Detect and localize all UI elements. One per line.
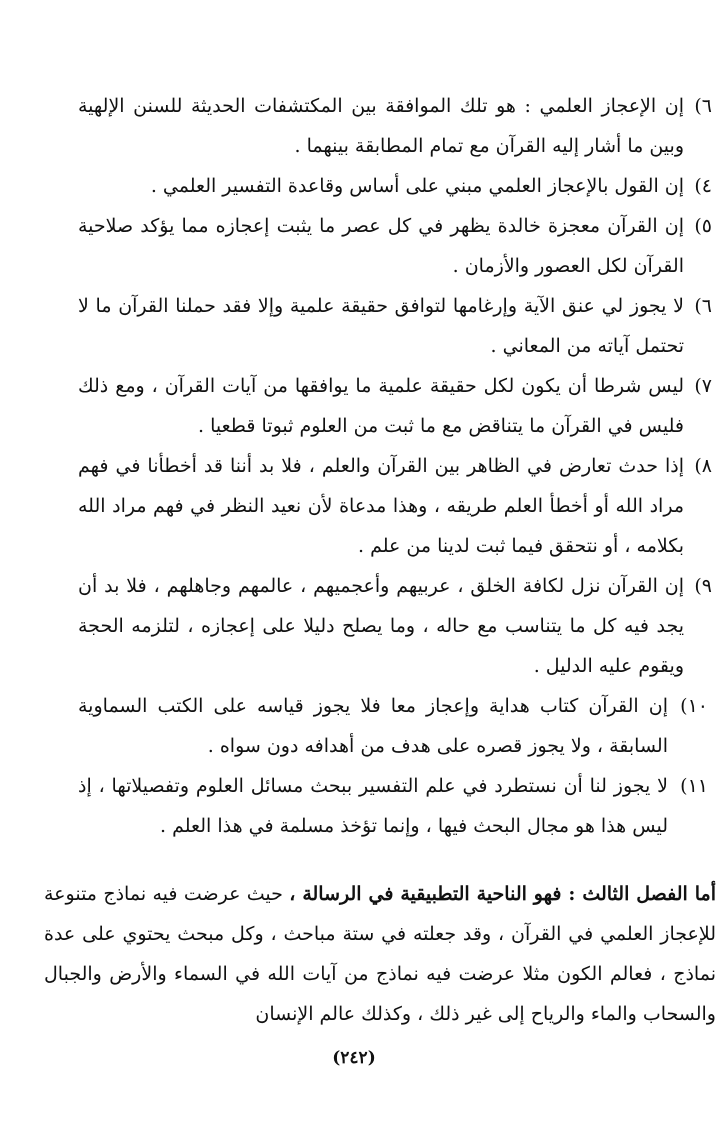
page-content <box>44 86 716 1053</box>
list-item-11 <box>78 766 708 846</box>
item-number: ٨) <box>694 455 712 477</box>
item-number: ٦) <box>694 95 712 117</box>
item-number: ٧) <box>694 375 712 397</box>
item-text: إن الإعجاز العلمي : هو تلك الموافقة بين المكتشفات الحديثة للسنن الإلهية وبين ما أشار إليه القرآن مع تمام المطابقة بينهما . <box>78 95 684 157</box>
chapter-three-paragraph <box>44 874 716 1034</box>
list-item-10 <box>78 686 708 766</box>
item-text: لا يجوز لي عنق الآية وإرغامها لتوافق حقيقة علمية وإلا فقد حملنا القرآن ما لا تحتمل آياته من المعاني . <box>78 295 684 357</box>
item-text: لا يجوز لنا أن نستطرد في علم التفسير ببحث مسائل العلوم وتفصيلاتها ، إذ ليس هذا هو مجال البحث فيها ، وإنما تؤخذ مسلمة في هذا العلم . <box>78 775 668 837</box>
list-item-9 <box>78 566 712 686</box>
item-text: ليس شرطا أن يكون لكل حقيقة علمية ما يوافقها من آيات القرآن ، ومع ذلك فليس في القرآن ما يتناقض مع ما ثبت من العلوم ثبوتا قطعيا . <box>78 375 684 437</box>
item-text: إن القرآن نزل لكافة الخلق ، عربيهم وأعجميهم ، عالمهم وجاهلهم ، فلا بد أن يجد فيه كل ما يتناسب مع حاله ، وما يصلح دليلا على إعجازه ، لتلزمه الحجة ويقوم عليه الدليل . <box>78 575 684 677</box>
item-text: إذا حدث تعارض في الظاهر بين القرآن والعلم ، فلا بد أننا قد أخطأنا في فهم مراد الله أو أخطأ العلم طريقه ، وهذا مدعاة لأن نعيد النظر في فهم مراد الله بكلامه ، أو نتحقق فيما ثبت لدينا من علم . <box>78 455 684 557</box>
item-number: ١١) <box>680 775 708 797</box>
list-item-6b <box>78 286 712 366</box>
item-number: ٥) <box>694 215 712 237</box>
item-text: إن القرآن كتاب هداية وإعجاز معا فلا يجوز قياسه على الكتب السماوية السابقة ، ولا يجوز قصره على هدف من أهدافه دون سواه . <box>78 695 668 757</box>
item-text: إن القول بالإعجاز العلمي مبني على أساس وقاعدة التفسير العلمي . <box>150 175 684 197</box>
paragraph-lead: أما الفصل الثالث : فهو الناحية التطبيقية في الرسالة ، <box>289 883 716 905</box>
list-item-4 <box>78 166 712 206</box>
item-number: ٦) <box>694 295 712 317</box>
paragraph-text: حيث عرضت فيه نماذج متنوعة للإعجاز العلمي في القرآن ، وقد جعلته في ستة مباحث ، وكل مبحث يحتوي على عدة نماذج ، فعالم الكون مثلا عرضت فيه نماذج من آيات الله في السماء والأرض والجبال والسحاب والماء والرياح إلى غير ذلك ، وكذلك عالم الإنسان <box>44 883 716 1025</box>
list-item-6a <box>78 86 712 166</box>
item-number: ١٠) <box>680 695 708 717</box>
item-text: إن القرآن معجزة خالدة يظهر في كل عصر ما يثبت إعجازه مما يؤكد صلاحية القرآن لكل العصور والأزمان . <box>78 215 684 277</box>
list-item-8 <box>78 446 712 566</box>
list-item-7 <box>78 366 712 446</box>
item-number: ٤) <box>694 175 712 197</box>
list-item-5 <box>78 206 712 286</box>
item-number: ٩) <box>694 575 712 597</box>
page-number: (٢٤٢) <box>332 1048 376 1068</box>
